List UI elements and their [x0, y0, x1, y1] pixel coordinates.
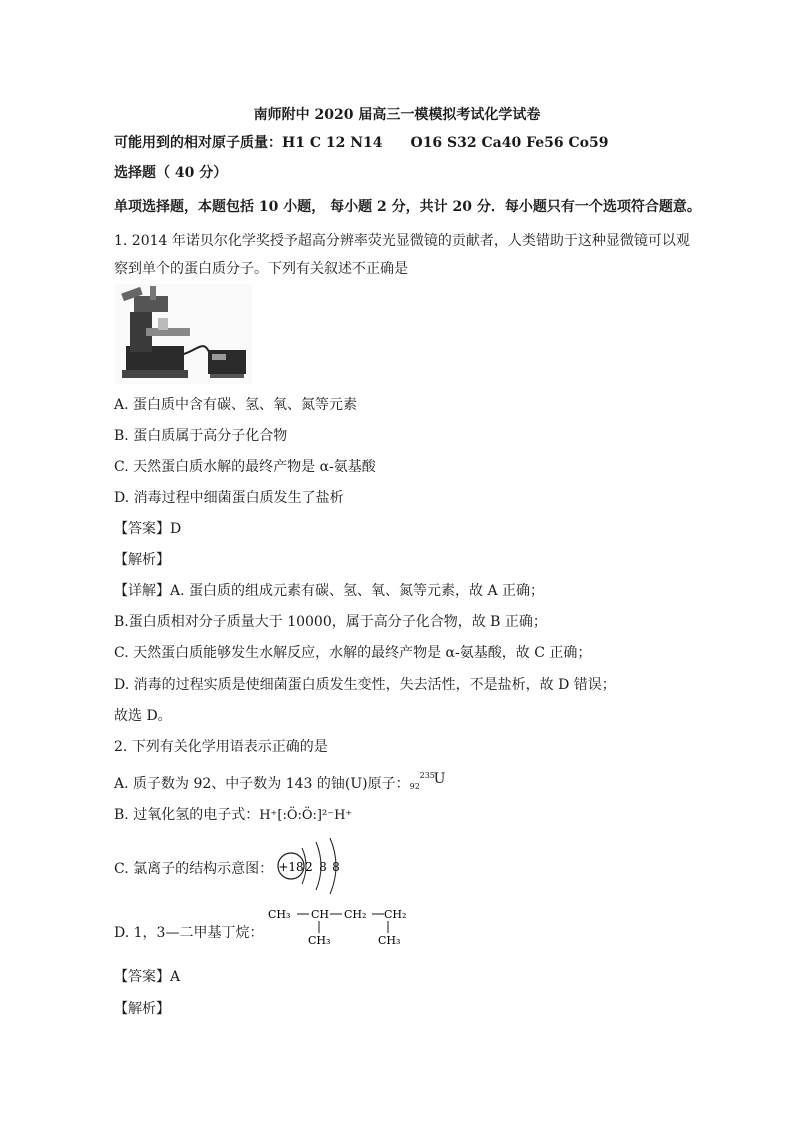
- q1-detail-b: B.蛋白质相对分子质量大于 10000，属于高分子化合物，故 B 正确；: [114, 614, 547, 630]
- nuclide-z: 92: [409, 782, 420, 791]
- q1-conclusion: 故选 D。: [114, 708, 172, 724]
- chain-c2: CH: [311, 908, 330, 921]
- dimethylbutane-structure: [264, 902, 414, 950]
- q1-detail-c: C. 天然蛋白质能够发生水解反应，水解的最终产物是 α-氨基酸，故 C 正确；: [114, 645, 592, 661]
- nucleus-charge: +18: [278, 860, 304, 874]
- q2-option-d-text: D. 1，3—二甲基丁烷：: [114, 925, 264, 941]
- section-heading: 选择题（ 40 分）: [114, 165, 228, 181]
- instruction-text: 单项选择题，本题包括 10 小题， 每小题 2 分，共计 20 分．每小题只有一个选项符合题意。: [114, 199, 701, 215]
- peroxide-electron-formula: H⁺[:Ö:Ö:]²⁻H⁺: [259, 808, 353, 823]
- chain-c4: CH₂: [384, 908, 407, 921]
- microscope-image: [114, 284, 252, 384]
- q1-analysis-label: 【解析】: [114, 552, 170, 568]
- q1-detail-d: D. 消毒的过程实质是使细菌蛋白质发生变性，失去活性，不是盐析，故 D 错误；: [114, 677, 616, 693]
- shell-3-electrons: 8: [332, 860, 340, 874]
- q1-stem-line1: 1. 2014 年诺贝尔化学奖授予超高分辨率荧光显微镜的贡献者，人类错助于这种显微镜可以观: [114, 233, 690, 249]
- q2-option-a: [114, 770, 444, 793]
- q1-stem-line2: 察到单个的蛋白质分子。下列有关叙述不正确是: [114, 261, 408, 277]
- page-title: 南师附中 2020 届高三一模模拟考试化学试卷: [253, 107, 541, 123]
- q2-analysis-label: 【解析】: [114, 1001, 170, 1017]
- q2-option-a-text: A. 质子数为 92、中子数为 143 的铀(U)原子：: [114, 776, 410, 792]
- q1-option-b: B. 蛋白质属于高分子化合物: [114, 428, 288, 444]
- chain-c3: CH₂: [344, 908, 367, 921]
- q1-option-c: C. 天然蛋白质水解的最终产物是 α-氨基酸: [114, 459, 376, 475]
- shell-1-electrons: 2: [305, 860, 313, 874]
- q2-option-b-text: B. 过氧化氢的电子式：: [114, 807, 260, 823]
- branch-methyl-1: CH₃: [308, 934, 331, 947]
- atomic-masses: 可能用到的相对原子质量：H1 C 12 N14 O16 S32 Ca40 Fe56 Co59: [114, 135, 609, 151]
- q1-answer: 【答案】D: [114, 521, 182, 537]
- q2-option-b: [114, 806, 352, 825]
- nuclide-mass: 235: [419, 771, 435, 780]
- chain-c1: CH₃: [268, 908, 291, 921]
- nuclide-symbol: U: [433, 771, 446, 787]
- branch-methyl-2: CH₃: [378, 934, 401, 947]
- q1-option-d: D. 消毒过程中细菌蛋白质发生了盐析: [114, 490, 344, 506]
- shell-2-electrons: 8: [319, 860, 327, 874]
- q2-option-c-text: C. 氯离子的结构示意图：: [114, 861, 274, 877]
- q1-detail-a: 【详解】A. 蛋白质的组成元素有碳、氢、氧、氮等元素，故 A 正确；: [114, 583, 545, 599]
- chloride-ion-diagram: [272, 836, 372, 896]
- q1-option-a: A. 蛋白质中含有碳、氢、氧、氮等元素: [114, 397, 358, 413]
- nuclide-notation: [409, 770, 446, 791]
- q2-answer: 【答案】A: [114, 969, 181, 985]
- q2-stem: 2. 下列有关化学用语表示正确的是: [114, 739, 328, 755]
